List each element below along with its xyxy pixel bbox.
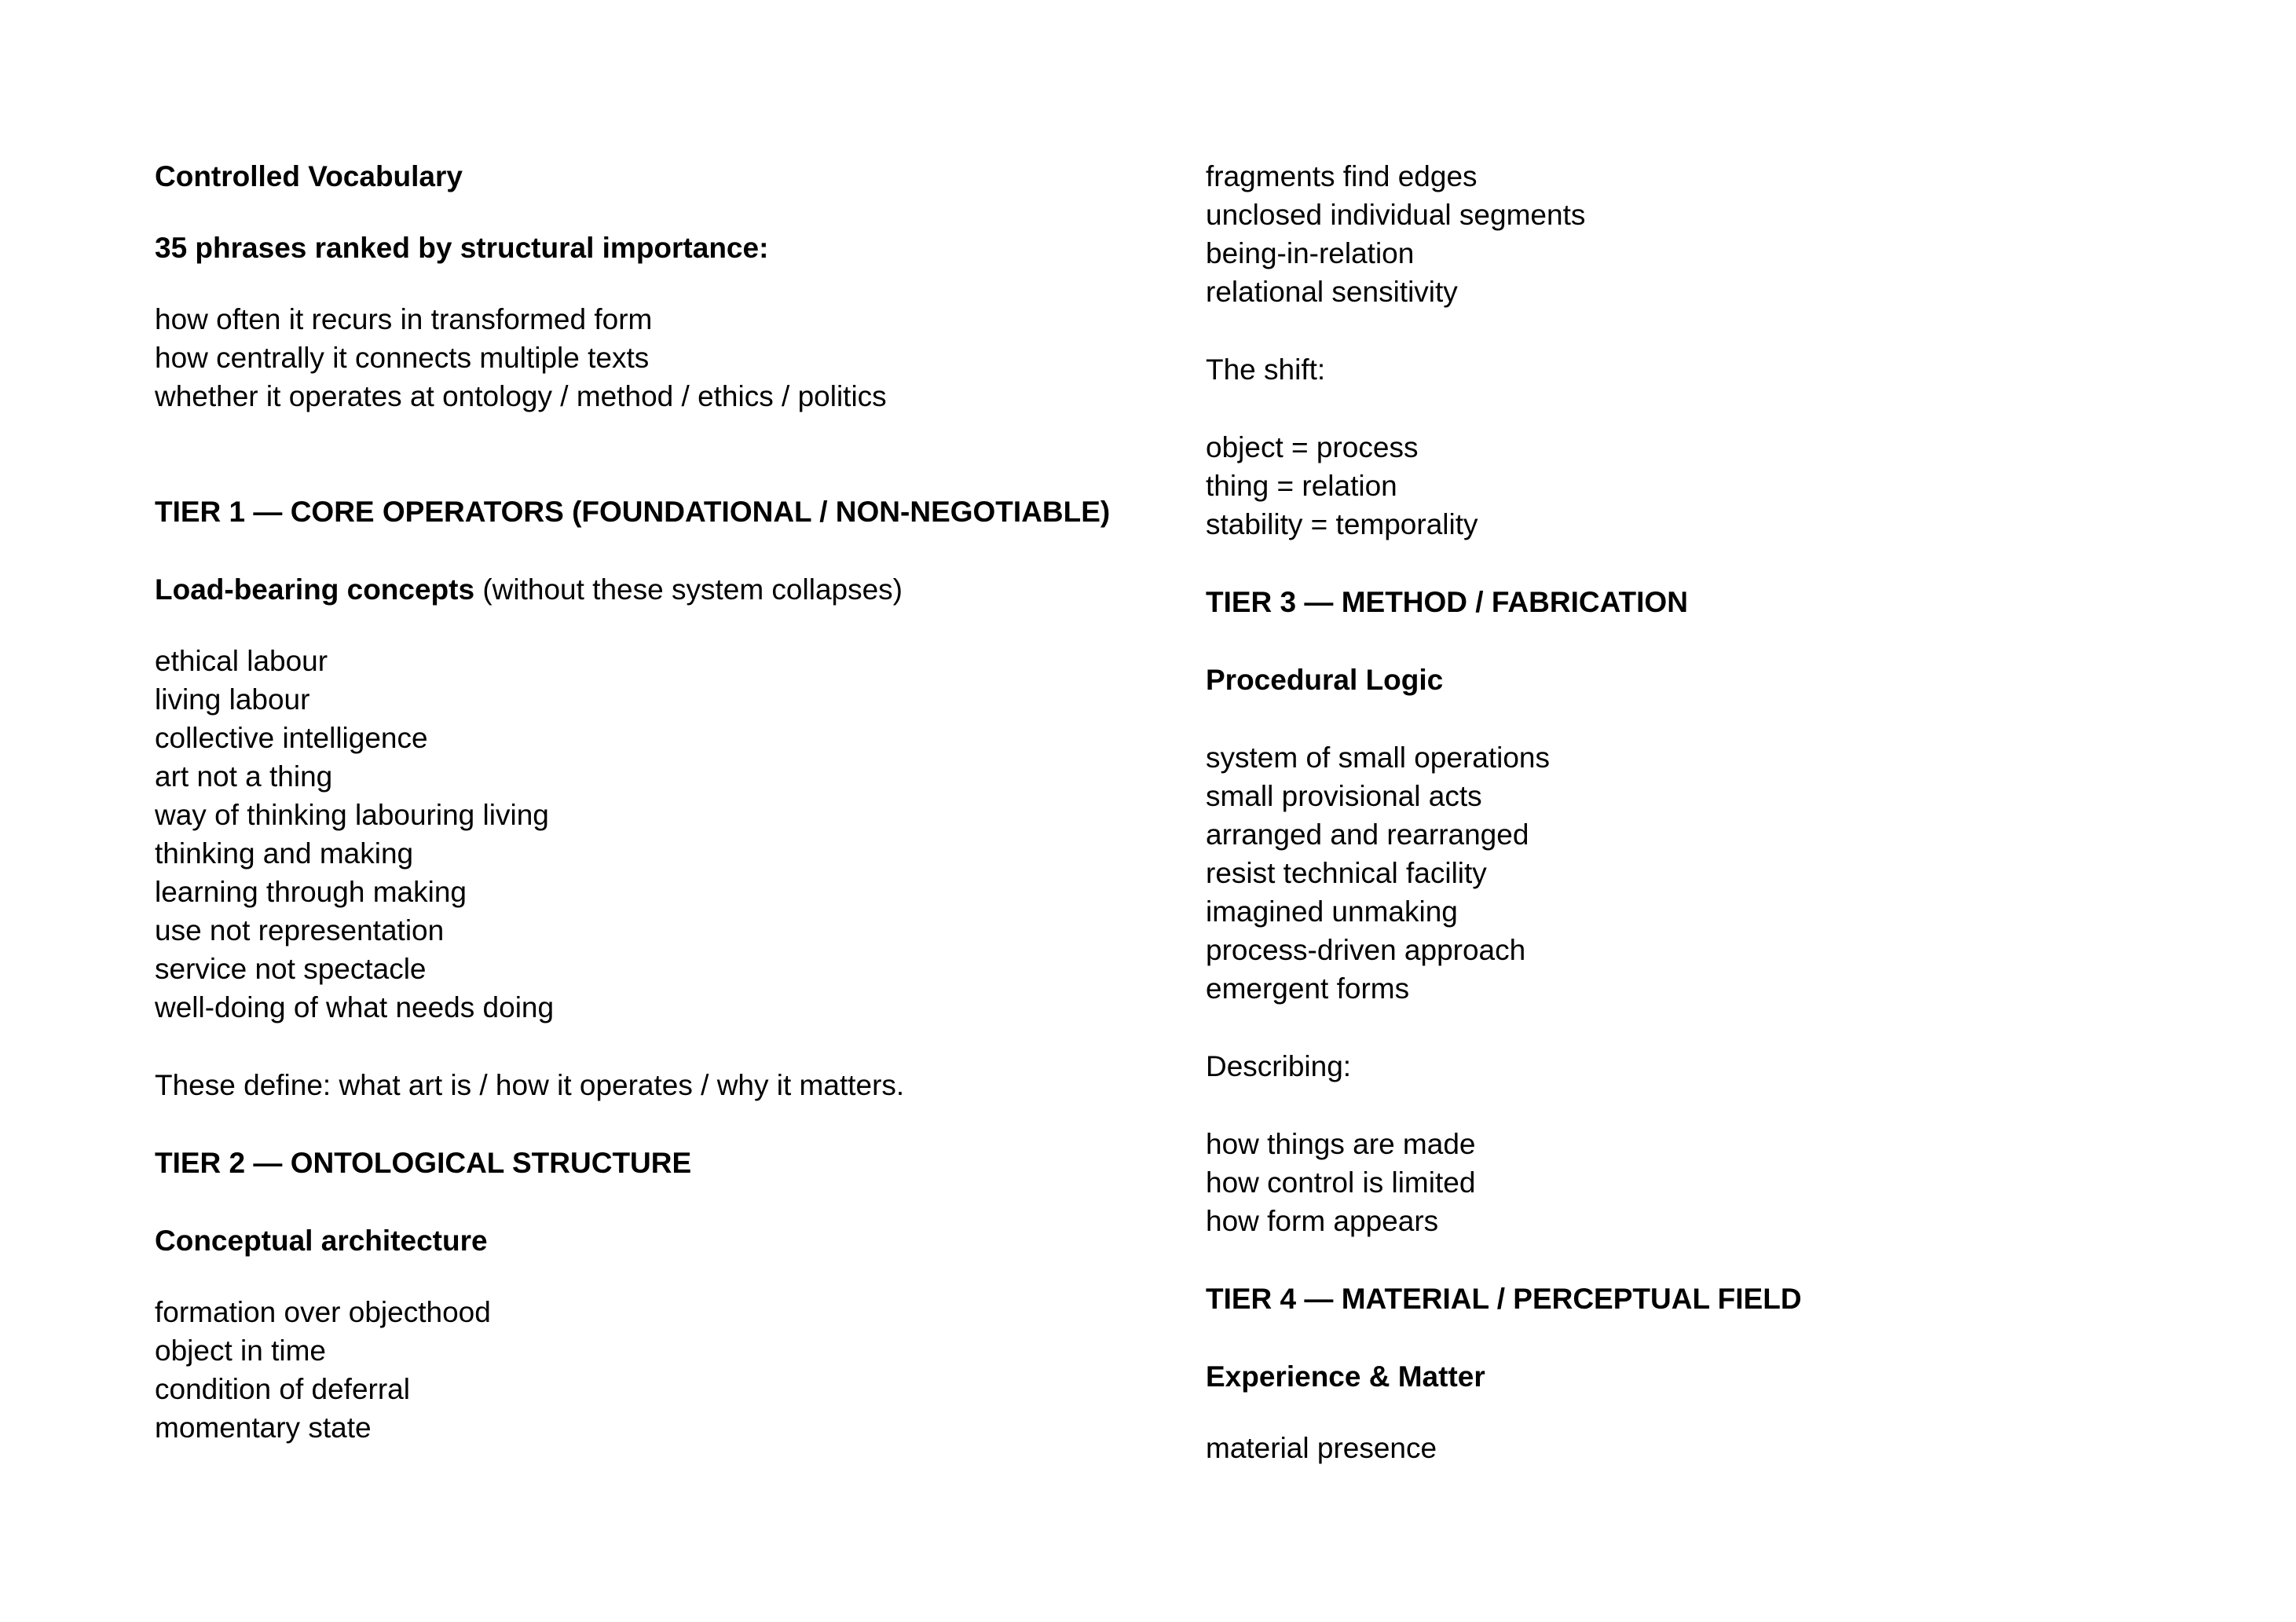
tier1-item: art not a thing (155, 760, 333, 793)
tier1-subheading (155, 570, 1176, 609)
tier1-heading: TIER 1 — CORE OPERATORS (FOUNDATIONAL / NON-NEGOTIABLE) (155, 496, 1111, 528)
shift-label: The shift: (1206, 353, 1326, 386)
tier1-item: collective intelligence (155, 722, 428, 754)
tier3-item: process-driven approach (1206, 934, 1526, 966)
tier3-item: system of small operations (1206, 741, 1551, 774)
tier2-item: fragments find edges (1206, 160, 1478, 192)
describing-label: Describing: (1206, 1050, 1352, 1082)
tier3-item: resist technical facility (1206, 857, 1487, 889)
describing-item: how control is limited (1206, 1166, 1476, 1199)
tier1-item: learning through making (155, 876, 467, 908)
shift-item: thing = relation (1206, 470, 1397, 502)
tier3-subheading: Procedural Logic (1206, 664, 1444, 696)
tier2-item: being-in-relation (1206, 237, 1415, 269)
tier1-item: living labour (155, 683, 310, 716)
document-subtitle: 35 phrases ranked by structural importance: (155, 232, 769, 264)
tier1-item: thinking and making (155, 837, 414, 870)
tier3-item: emergent forms (1206, 972, 1410, 1005)
tier1-subheading-rest: (without these system collapses) (474, 573, 903, 606)
tier1-item: service not spectacle (155, 953, 427, 985)
tier2-item: momentary state (155, 1411, 372, 1444)
criteria-item: how often it recurs in transformed form (155, 303, 653, 335)
tier3-item: imagined unmaking (1206, 895, 1458, 928)
right-column (1206, 157, 2227, 1467)
tier1-item: use not representation (155, 914, 445, 946)
tier4-subheading: Experience & Matter (1206, 1360, 1485, 1393)
tier3-item: small provisional acts (1206, 780, 1482, 812)
tier2-heading: TIER 2 — ONTOLOGICAL STRUCTURE (155, 1147, 692, 1179)
tier1-item: well-doing of what needs doing (155, 991, 555, 1023)
tier3-heading: TIER 3 — METHOD / FABRICATION (1206, 586, 1688, 618)
criteria-item: whether it operates at ontology / method / ethics / politics (155, 380, 887, 412)
shift-item: stability = temporality (1206, 508, 1478, 540)
describing-item: how things are made (1206, 1128, 1476, 1160)
left-column (155, 157, 1176, 1447)
tier2-item: object in time (155, 1335, 326, 1367)
criteria-item: how centrally it connects multiple texts (155, 342, 650, 374)
tier2-item: unclosed individual segments (1206, 199, 1586, 231)
tier1-item: ethical labour (155, 645, 328, 677)
tier1-subheading-bold: Load-bearing concepts (155, 573, 475, 606)
tier2-subheading: Conceptual architecture (155, 1225, 488, 1257)
document-title: Controlled Vocabulary (155, 160, 463, 192)
shift-item: object = process (1206, 431, 1419, 463)
tier2-item: condition of deferral (155, 1373, 410, 1405)
tier4-item: material presence (1206, 1432, 1437, 1464)
tier3-item: arranged and rearranged (1206, 818, 1529, 851)
tier1-item: way of thinking labouring living (155, 799, 549, 831)
tier2-item: relational sensitivity (1206, 276, 1458, 308)
tier4-heading: TIER 4 — MATERIAL / PERCEPTUAL FIELD (1206, 1283, 1802, 1315)
tier1-summary: These define: what art is / how it operates / why it matters. (155, 1069, 905, 1101)
tier2-item: formation over objecthood (155, 1296, 491, 1328)
describing-item: how form appears (1206, 1205, 1439, 1237)
